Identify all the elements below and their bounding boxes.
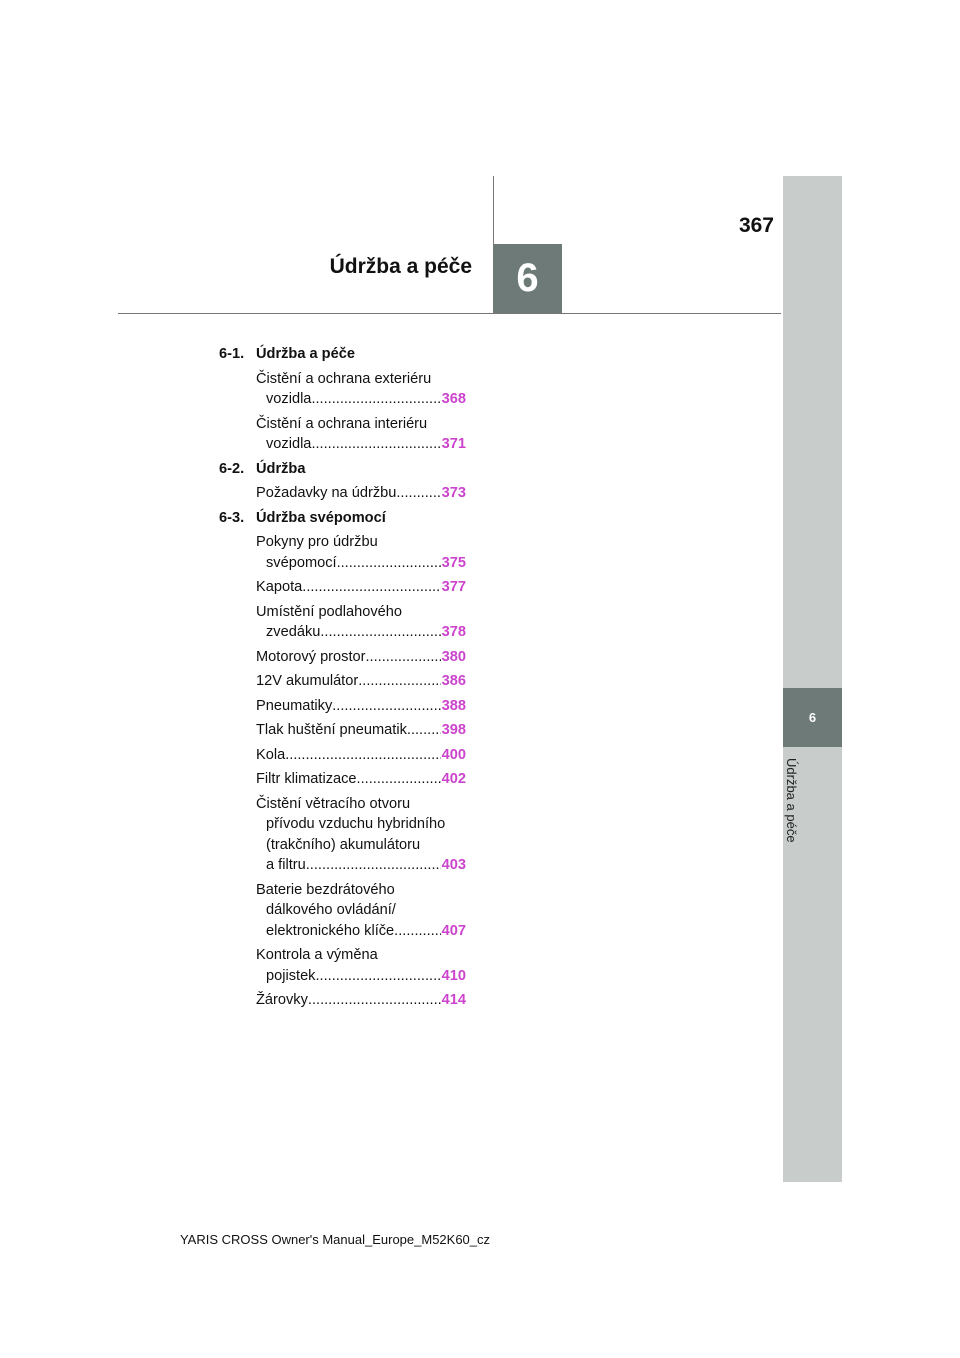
- toc-entry-text: elektronického klíče: [266, 922, 395, 939]
- toc-entry-line: [256, 900, 466, 921]
- toc-dot-leader: [308, 990, 441, 1011]
- toc-dot-leader: [396, 483, 440, 504]
- toc-page-link[interactable]: 375: [441, 554, 466, 571]
- toc-entry[interactable]: [256, 483, 466, 504]
- toc-section-title: Údržba a péče: [256, 346, 355, 362]
- toc-entry[interactable]: [256, 647, 466, 668]
- toc-entry[interactable]: [256, 745, 466, 766]
- toc-entry[interactable]: [256, 769, 466, 790]
- side-chapter-label-wrap: [784, 758, 804, 878]
- toc-dot-leader: [332, 696, 440, 717]
- toc-entry-text: Čistění a ochrana interiéru: [256, 415, 428, 432]
- toc-section-heading: [219, 508, 466, 529]
- toc-page-link[interactable]: 386: [441, 673, 466, 689]
- toc-entry-line: [256, 945, 466, 966]
- toc-page-link[interactable]: 414: [441, 992, 466, 1008]
- toc-dot-leader: [315, 966, 440, 987]
- toc-page-link[interactable]: 402: [441, 771, 466, 787]
- toc-entry[interactable]: [256, 602, 466, 643]
- toc-entry-text: vozidla: [266, 436, 312, 452]
- toc-page-link[interactable]: 377: [441, 579, 466, 595]
- chapter-title: Údržba a péče: [329, 255, 472, 278]
- toc-entry-text: zvedáku: [266, 624, 321, 640]
- toc-entry[interactable]: [256, 794, 466, 876]
- toc-dot-leader: [337, 553, 441, 574]
- toc-entry-line: [256, 647, 466, 668]
- toc-entry[interactable]: [256, 990, 466, 1011]
- page-number: 367: [738, 214, 774, 237]
- toc-dot-leader: [394, 921, 440, 942]
- toc-entry-text: přívodu vzduchu hybridního: [266, 816, 446, 832]
- side-chapter-tab[interactable]: 6: [783, 688, 842, 747]
- toc-page-link[interactable]: 407: [441, 922, 466, 939]
- toc-section-title: Údržba: [256, 460, 306, 477]
- toc-section-heading: [219, 344, 466, 365]
- toc-entry-text: Pokyny pro údržbu: [256, 534, 378, 550]
- toc-entry-line: [256, 389, 466, 410]
- toc-entry-line: [256, 602, 466, 623]
- toc-entry-line: [256, 414, 466, 435]
- toc-entry-line: [256, 990, 466, 1011]
- toc-page-link[interactable]: 373: [441, 485, 466, 501]
- toc-entry-line: [256, 720, 466, 741]
- toc-entry-text: a filtru: [266, 857, 306, 873]
- toc-entry-text: pojistek: [266, 967, 316, 984]
- toc-dot-leader: [311, 434, 440, 455]
- toc-entry-line: [256, 745, 466, 766]
- toc-dot-leader: [366, 647, 441, 668]
- toc-dot-leader: [302, 577, 440, 598]
- toc-entry-text: Čistění větracího otvoru: [256, 795, 411, 812]
- toc-entry-text: svépomocí: [266, 554, 337, 571]
- table-of-contents: [219, 344, 466, 1015]
- toc-entry-line: [256, 577, 466, 598]
- toc-entry-text: Kapota: [256, 579, 303, 595]
- toc-dot-leader: [320, 622, 440, 643]
- toc-entry-line: [256, 835, 466, 856]
- toc-entry-line: [256, 622, 466, 643]
- toc-page-link[interactable]: 378: [441, 624, 466, 640]
- toc-entry[interactable]: [256, 671, 466, 692]
- toc-entry-text: Baterie bezdrátového: [256, 881, 395, 898]
- toc-entry-line: [256, 966, 466, 987]
- toc-dot-leader: [358, 671, 440, 692]
- footer-text: YARIS CROSS Owner's Manual_Europe_M52K60_cz: [179, 1232, 491, 1247]
- toc-entry[interactable]: [256, 945, 466, 986]
- toc-dot-leader: [306, 855, 441, 876]
- toc-entry[interactable]: [256, 577, 466, 598]
- toc-entry-text: Filtr klimatizace: [256, 771, 357, 787]
- toc-entry-text: (trakčního) akumulátoru: [266, 836, 421, 853]
- toc-entry-text: vozidla: [266, 391, 312, 407]
- toc-entry-text: Kola: [256, 746, 286, 763]
- toc-entry-line: [256, 769, 466, 790]
- toc-entry-line: [256, 814, 466, 835]
- toc-entry-line: [256, 483, 466, 504]
- toc-entry[interactable]: [256, 696, 466, 717]
- toc-entry[interactable]: [256, 880, 466, 942]
- toc-entry-line: [256, 880, 466, 901]
- toc-page-link[interactable]: 371: [441, 436, 466, 452]
- toc-dot-leader: [285, 745, 440, 766]
- toc-entry[interactable]: [256, 720, 466, 741]
- toc-page-link[interactable]: 380: [441, 648, 466, 665]
- toc-entry-line: [256, 794, 466, 815]
- toc-section-number: 6-3.: [219, 509, 245, 526]
- toc-section-title: Údržba svépomocí: [256, 509, 386, 526]
- toc-entry-line: [256, 553, 466, 574]
- toc-entry-text: Žárovky: [256, 992, 308, 1008]
- toc-dot-leader: [407, 720, 441, 741]
- toc-dot-leader: [311, 389, 440, 410]
- toc-entry-text: Pneumatiky: [256, 697, 333, 714]
- toc-entry-line: [256, 671, 466, 692]
- toc-page-link[interactable]: 403: [441, 857, 466, 873]
- toc-entry-line: [256, 696, 466, 717]
- toc-entry[interactable]: [256, 369, 466, 410]
- toc-entry[interactable]: [256, 414, 466, 455]
- side-chapter-label: Údržba a péče: [784, 758, 799, 843]
- toc-entry-text: Tlak huštění pneumatik: [256, 722, 407, 738]
- toc-page-link[interactable]: 400: [441, 746, 466, 763]
- toc-entry[interactable]: [256, 532, 466, 573]
- chapter-number-box: 6: [493, 244, 562, 313]
- toc-dot-leader: [357, 769, 441, 790]
- toc-entry-line: [256, 855, 466, 876]
- toc-section-number: 6-2.: [219, 460, 245, 477]
- header-horizontal-rule: [118, 313, 781, 314]
- toc-section-heading: [219, 459, 466, 480]
- toc-entry-text: dálkového ovládání/: [266, 902, 396, 918]
- toc-entry-line: [256, 532, 466, 553]
- toc-entry-text: Umístění podlahového: [256, 603, 403, 620]
- toc-entry-text: Motorový prostor: [256, 648, 366, 665]
- toc-entry-text: Čistění a ochrana exteriéru: [256, 370, 432, 387]
- toc-section-number: 6-1.: [219, 346, 245, 362]
- toc-entry-text: Kontrola a výměna: [256, 947, 378, 963]
- toc-entry-line: [256, 921, 466, 942]
- toc-entry-line: [256, 369, 466, 390]
- toc-entry-line: [256, 434, 466, 455]
- toc-entry-text: Požadavky na údržbu: [256, 485, 397, 501]
- side-thumb-bar: [783, 176, 842, 1182]
- toc-entry-text: 12V akumulátor: [256, 673, 359, 689]
- toc-page-link[interactable]: 388: [441, 697, 466, 714]
- toc-page-link[interactable]: 398: [441, 722, 466, 738]
- toc-page-link[interactable]: 368: [441, 391, 466, 407]
- toc-page-link[interactable]: 410: [441, 967, 466, 984]
